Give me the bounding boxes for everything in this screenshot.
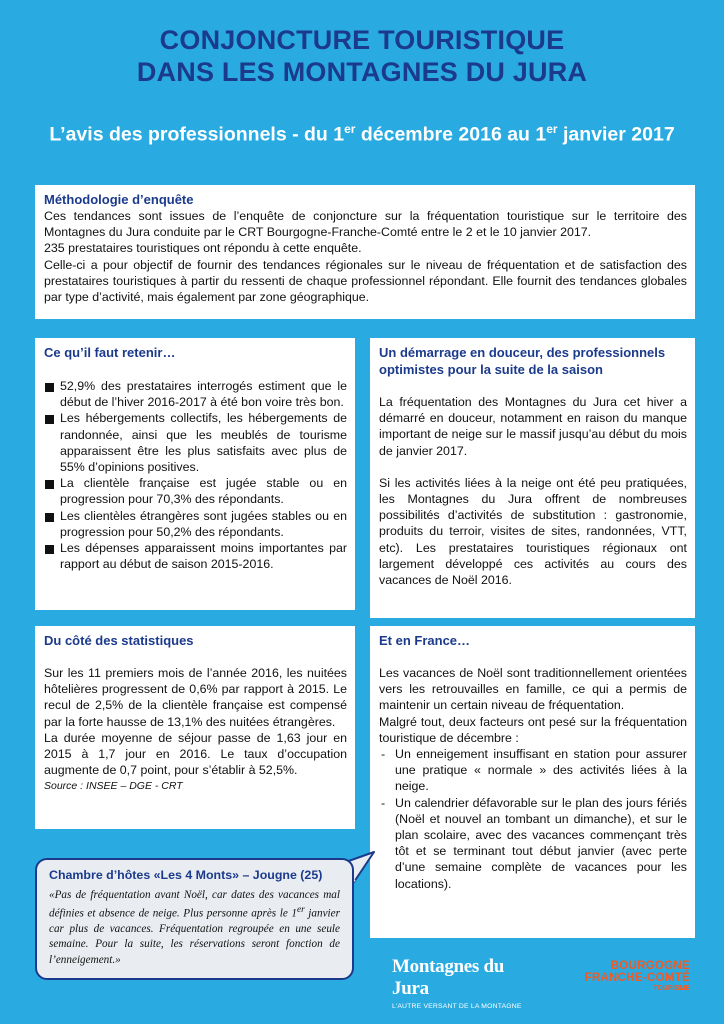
- testimonial-bubble: [35, 858, 354, 980]
- key-points-heading: Ce qu’il faut retenir…: [44, 345, 176, 360]
- france-factor-item: - Un calendrier défavorable sur le plan des jours fériés (Noël et nouvel an tombant un dimanche), et sur le plan scolaire, avec des vacances commençant très tôt et se terminant tout début janvier (avec perte d’une semaine complète de vacances pour les locations).: [379, 795, 687, 892]
- methodology-line: 235 prestataires touristiques ont répondu à cette enquête.: [44, 241, 362, 256]
- france-paragraph-1: Les vacances de Noël sont traditionnellement orientées vers les retrouvailles en famille, ce qui a permis de maintenir un certain niveau de fréquentation.: [379, 666, 687, 713]
- season-start-paragraph-2: Si les activités liées à la neige ont été peu pratiquées, les Montagnes du Jura offrent de nombreuses possibilités d’activités de substitution : gastronomie, produits du terroir, visites de sites, randonnées, VTT, etc). Les prestataires touristiques régionaux ont largement développé ces activités au cours des vacances de Noël 2016.: [379, 475, 687, 588]
- montagnes-du-jura-logo: [392, 956, 532, 1010]
- season-start-heading: Un démarrage en douceur, des professionnels optimistes pour la suite de la saison: [379, 345, 666, 377]
- key-points-list: [44, 378, 347, 572]
- title-line-1: CONJONCTURE TOURISTIQUE: [159, 25, 565, 55]
- subtitle-part-3: janvier 2017: [557, 123, 675, 146]
- methodology-line: Celle-ci a pour objectif de fournir des tendances régionales sur le niveau de fréquentation et de satisfaction des prestataires touristiques à partir du ressenti de chaque professionnel répondant. Elle fournit des tendances globales par type d’activité, mais également par zone géographique.: [44, 257, 687, 305]
- subtitle-part-2: décembre 2016 au 1: [355, 123, 547, 146]
- page-title: [0, 24, 724, 88]
- france-factor-item: - Un enneigement insuffisant en station pour assurer une pratique « normale » des activités liées à la neige.: [379, 746, 687, 795]
- france-paragraph-2: Malgré tout, deux facteurs ont pesé sur la fréquentation touristique de décembre :: [379, 714, 687, 745]
- methodology-heading: Méthodologie d’enquête: [44, 192, 194, 207]
- subtitle-sup-1: er: [344, 122, 356, 136]
- page-subtitle: [0, 122, 724, 147]
- statistics-box: [35, 626, 355, 829]
- key-point-item: Les hébergements collectifs, les hébergements de randonnée, ainsi que les meublés de tourisme apparaissent être les plus satisfaits avec plus de 55% d’opinions positives.: [44, 410, 347, 475]
- statistics-heading: Du côté des statistiques: [44, 633, 194, 648]
- statistics-paragraph-2: La durée moyenne de séjour passe de 1,63 jour en 2015 à 1,7 jour en 2016. Le taux d’occupation augmente de 0,7 point, pour s’établir à 52,5%.: [44, 730, 347, 778]
- montagnes-logo-name: Montagnes du Jura: [392, 956, 505, 999]
- methodology-box: [35, 185, 695, 319]
- subtitle-sup-2: er: [546, 122, 558, 136]
- bourgogne-franche-comte-logo: [560, 960, 690, 994]
- montagnes-logo-tagline: L’AUTRE VERSANT DE LA MONTAGNE: [392, 1003, 522, 1010]
- testimonial-quote-part-1: «Pas de fréquentation avant Noël, car dates des vacances mal définies et absence de neige. Plus personne après le 1: [49, 889, 340, 920]
- france-heading: Et en France…: [379, 633, 471, 648]
- testimonial-quote-part-2: janvier car plus de vacances. Fréquentation regroupée en une seule semaine. Pour la suite, les réservations seront fonction de l’enneigement.»: [49, 907, 340, 966]
- season-start-paragraph-1: La fréquentation des Montagnes du Jura cet hiver a démarré en douceur, notamment en raison du manque important de neige sur le massif jusqu’au début du mois de janvier 2017.: [379, 395, 687, 458]
- testimonial-heading: Chambre d’hôtes «Les 4 Monts» – Jougne (25): [49, 868, 323, 882]
- season-start-box: [370, 338, 695, 618]
- methodology-line: Ces tendances sont issues de l’enquête de conjoncture sur la fréquentation touristique sur le territoire des Montagnes du Jura conduite par le CRT Bourgogne-Franche-Comté entre le 2 et le 10 janvier 2017.: [44, 209, 687, 240]
- bfc-logo-line-1: BOURGOGNE: [610, 960, 690, 972]
- key-point-item: Les dépenses apparaissent moins importantes par rapport au début de saison 2015-2016.: [44, 540, 347, 572]
- key-point-item: Les clientèles étrangères sont jugées stables ou en progression pour 50,2% des répondants.: [44, 508, 347, 540]
- france-factors-list: [379, 746, 687, 892]
- bfc-logo-line-2: FRANCHE-COMTÉ: [584, 972, 690, 984]
- title-line-2: DANS LES MONTAGNES DU JURA: [136, 57, 588, 87]
- france-box: [370, 626, 695, 938]
- key-point-item: La clientèle française est jugée stable ou en progression pour 70,3% des répondants.: [44, 475, 347, 507]
- statistics-paragraph-1: Sur les 11 premiers mois de l’année 2016, les nuitées hôtelières progressent de 0,6% par rapport à 2015. Le recul de 2,5% de la clientèle française est compensé par la forte hausse de 13,1% des nuitées étrangères.: [44, 666, 347, 729]
- statistics-source: Source : INSEE – DGE - CRT: [44, 780, 183, 793]
- key-points-box: [35, 338, 355, 610]
- testimonial-quote: [49, 888, 340, 968]
- key-point-item: 52,9% des prestataires interrogés estiment que le début de l’hiver 2016-2017 à été bon voire très bon.: [44, 378, 347, 410]
- testimonial-quote-sup: er: [296, 905, 305, 916]
- subtitle-part-1: L’avis des professionnels - du 1: [49, 123, 345, 146]
- bfc-logo-line-3: TOURISME: [653, 985, 690, 992]
